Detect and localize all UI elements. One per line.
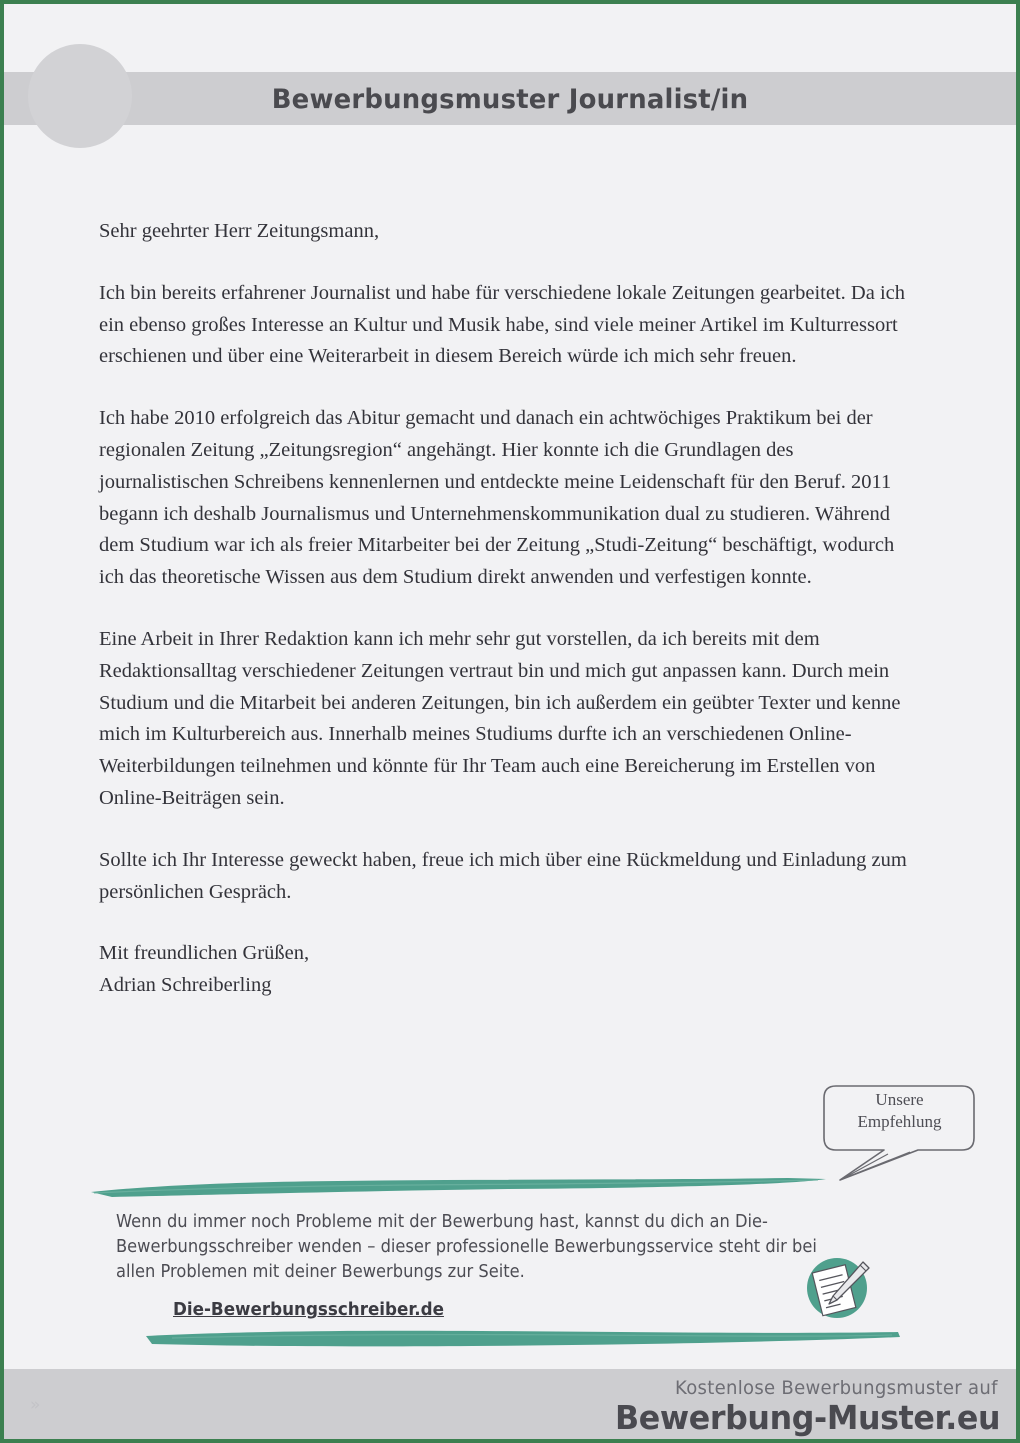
letter-salutation: Sehr geehrter Herr Zeitungsmann, xyxy=(99,220,380,242)
service-callout xyxy=(4,1176,1016,1356)
cover-letter-body xyxy=(99,216,919,1002)
brush-stroke-bottom-decoration xyxy=(142,1328,902,1350)
letter-paragraph-1: Ich bin bereits erfahrener Journalist und habe für verschiedene lokale Zeitungen gearbeitet. Da ich ein ebenso großes Interesse an Kultur und Musik habe, sind viele meiner Artikel im Kulturressort erschienen und über eine Weiterarbeit in diesem Bereich würde ich mich sehr freuen. xyxy=(99,281,905,368)
letter-closing: Mit freundlichen Grüßen, xyxy=(99,942,310,965)
brand-band-bottom-rule xyxy=(0,1439,1020,1443)
service-website-link[interactable]: Die-Bewerbungsschreiber.de xyxy=(173,1299,444,1320)
service-callout-text: Wenn du immer noch Probleme mit der Bewerbung hast, kannst du dich an Die-Bewerbungsschreiber wenden – dieser professionelle Bewerbungsservice steht dir bei allen Problemen mit deiner Bewerbungs zur Seite. xyxy=(116,1212,817,1282)
letter-paragraph-3: Eine Arbeit in Ihrer Redaktion kann ich mehr sehr gut vorstellen, da ich bereits mit dem Redaktionsalltag verschiedener Zeitungen vertraut bin und mich gut anpassen kann. Durch mein Studium und die Mitarbeit bei anderen Zeitungen, bin ich außerdem ein geübter Texter und kenne mich im Kulturbereich aus. Innerhalb meines Studiums durfte ich an verschiedenen Online-Weiterbildungen teilnehmen und könnte für Ihr Team auch eine Bereicherung im Erstellen von Online-Beiträgen sein. xyxy=(99,627,901,809)
brush-stroke-top-decoration xyxy=(88,1176,828,1198)
document-and-pen-icon xyxy=(801,1254,873,1326)
bubble-line-2: Empfehlung xyxy=(857,1112,942,1131)
brand-tagline: Kostenlose Bewerbungsmuster auf xyxy=(675,1377,998,1399)
recommendation-callout-bubble xyxy=(822,1076,997,1191)
recommendation-bubble-text xyxy=(832,1089,967,1133)
page-title: Bewerbungsmuster Journalist/in xyxy=(271,84,749,115)
page-corner-mark: » xyxy=(30,1395,41,1415)
brand-site-name: Bewerbung-Muster.eu xyxy=(614,1398,1000,1437)
letter-sender-name: Adrian Schreiberling xyxy=(99,974,272,997)
letter-paragraph-2: Ich habe 2010 erfolgreich das Abitur gemacht und danach ein achtwöchiges Praktikum bei der regionalen Zeitung „Zeitungsregion“ angehängt. Hier konnte ich die Grundlagen des journalistischen Schreibens kennenlernen und entdeckte meine Leidenschaft für den Beruf. 2011 begann ich deshalb Journalismus und Unternehmenskommunikation dual zu studieren. Während dem Studium war ich als freier Mitarbeiter bei der Zeitung „Studi-Zeitung“ beschäftigt, wodurch ich das theoretische Wissen aus dem Studium direkt anwenden und verfestigen konnte. xyxy=(99,407,895,589)
letter-paragraph-4: Sollte ich Ihr Interesse geweckt haben, freue ich mich über eine Rückmeldung und Einladung zum persönlichen Gespräch. xyxy=(99,848,907,903)
brand-footer-band xyxy=(0,1369,1020,1443)
bubble-line-1: Unsere xyxy=(875,1090,924,1109)
